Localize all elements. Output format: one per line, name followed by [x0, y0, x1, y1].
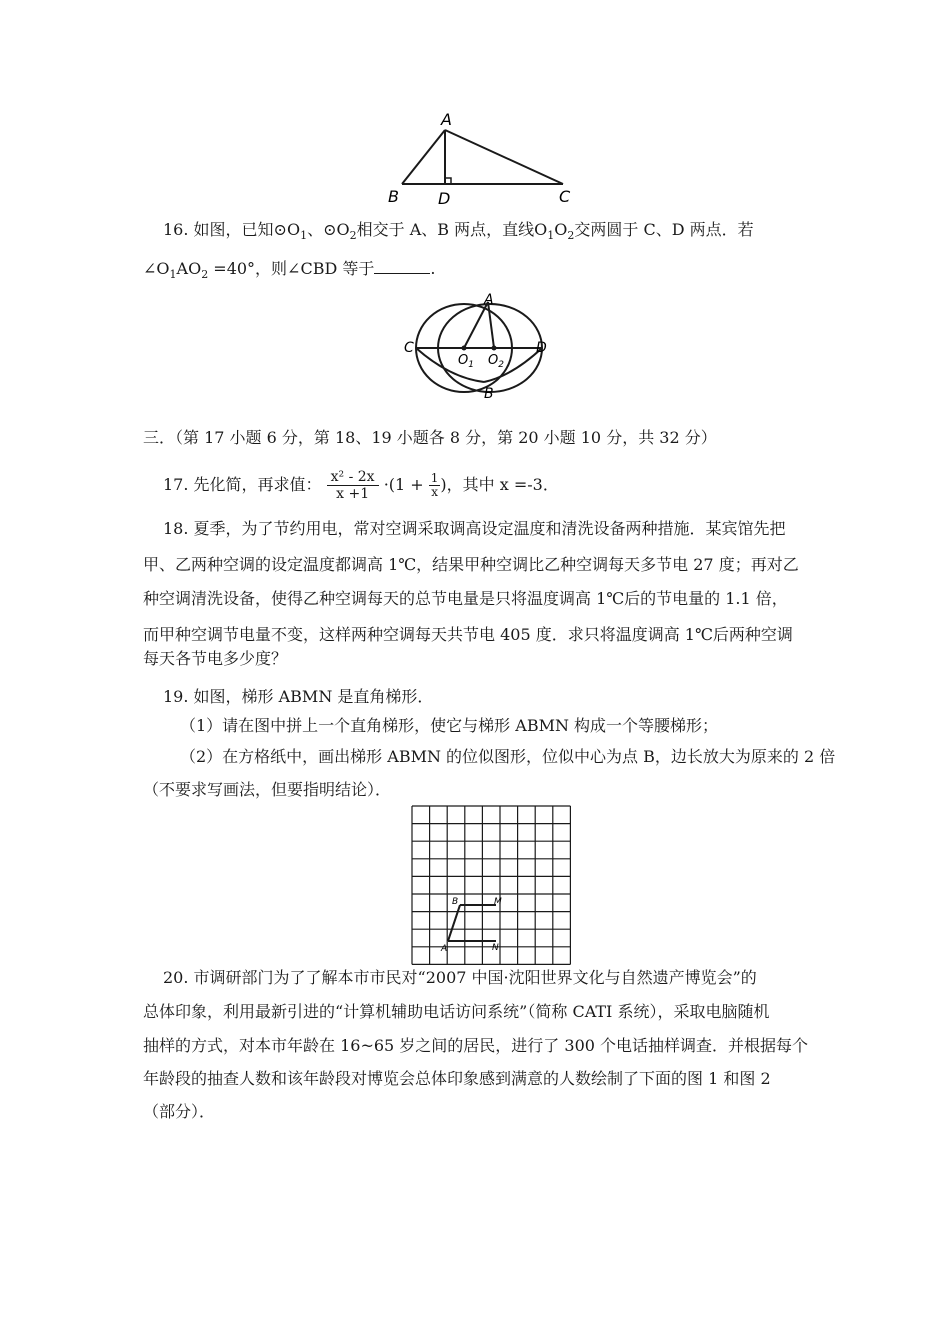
- q18-line5: 每天各节电多少度？: [143, 649, 288, 668]
- label-O2: $O_2$: [488, 353, 504, 370]
- label-C: C: [404, 340, 414, 356]
- label-B: B: [388, 187, 399, 206]
- q16-line1: 16. 如图，已知$⊙O_1$、$⊙O_2$相交于 A、B 两点，直线$O_1O_2$交两圆于 C、D 两点．若: [163, 220, 754, 243]
- q17-small-fraction: $\frac{1}{x}$: [430, 471, 439, 499]
- q20-line5: （部分）．: [143, 1102, 216, 1121]
- q20-line2: 总体印象，利用最新引进的“计算机辅助电话访问系统”（简称 CATI 系统），采取电脑随机: [143, 1002, 770, 1021]
- q16-line2: $\angle O_1AO_2 =40^\circ$，则∠CBD 等于 .: [143, 259, 436, 282]
- label-A: A: [484, 292, 494, 308]
- q19-line4: （不要求写画法，但要指明结论）．: [143, 780, 392, 799]
- q20-line3: 抽样的方式，对本市年龄在 16~65 岁之间的居民，进行了 300 个电话抽样调查．并根据每个: [143, 1036, 809, 1055]
- grid-figure: [408, 804, 572, 966]
- q20-line4: 年龄段的抽查人数和该年龄段对博览会总体印象感到满意的人数绘制了下面的图 1 和图 2: [143, 1069, 771, 1088]
- q19-line3: （2）在方格纸中，画出梯形 ABMN 的位似图形，位似中心为点 B，边长放大为原来的 2 倍: [180, 747, 836, 766]
- section-3-heading: 三．（第 17 小题 6 分，第 18、19 小题各 8 分，第 20 小题 10 分，共 32 分）: [143, 428, 717, 447]
- label-A: A: [441, 110, 452, 129]
- label-O1: $O_1$: [458, 353, 474, 370]
- q19-line1: 19. 如图，梯形 ABMN 是直角梯形．: [163, 687, 434, 706]
- label-D: D: [438, 189, 451, 208]
- q18-line2: 甲、乙两种空调的设定温度都调高 1℃，结果甲种空调比乙种空调每天多节电 27 度；再对乙: [143, 555, 799, 574]
- q17-fraction: $\frac{\text{x² - 2x}}{x +1}$: [327, 469, 379, 502]
- label-A: A: [441, 944, 448, 954]
- q17-line: 17. 先化简，再求值： $\frac{\text{x² - 2x}}{x +1}$ ·(1 + $\frac{1}{x}$ )，其中 x =-3．: [163, 469, 559, 502]
- q18-line3: 种空调清洗设备，使得乙种空调每天的总节电量是只将温度调高 1℃后的节电量的 1.1 倍，: [143, 589, 788, 608]
- label-C: C: [559, 187, 571, 206]
- q19-line2: （1）请在图中拼上一个直角梯形，使它与梯形 ABMN 构成一个等腰梯形；: [180, 716, 719, 735]
- label-N: N: [492, 943, 499, 953]
- label-B: B: [484, 386, 494, 402]
- circles-figure: [402, 290, 554, 406]
- label-B: B: [452, 897, 459, 907]
- q20-line1: 20. 市调研部门为了了解本市市民对“2007 中国·沈阳世界文化与自然遗产博览会”的: [163, 968, 757, 987]
- q18-line4: 而甲种空调节电量不变，这样两种空调每天共节电 405 度．求只将温度调高 1℃后两种空调: [143, 625, 793, 644]
- answer-blank[interactable]: [374, 259, 430, 274]
- triangle-figure: [385, 108, 585, 208]
- label-D: D: [536, 340, 547, 356]
- q18-line1: 18. 夏季，为了节约用电，常对空调采取调高设定温度和清洗设备两种措施．某宾馆先把: [163, 519, 786, 538]
- label-M: M: [494, 897, 502, 907]
